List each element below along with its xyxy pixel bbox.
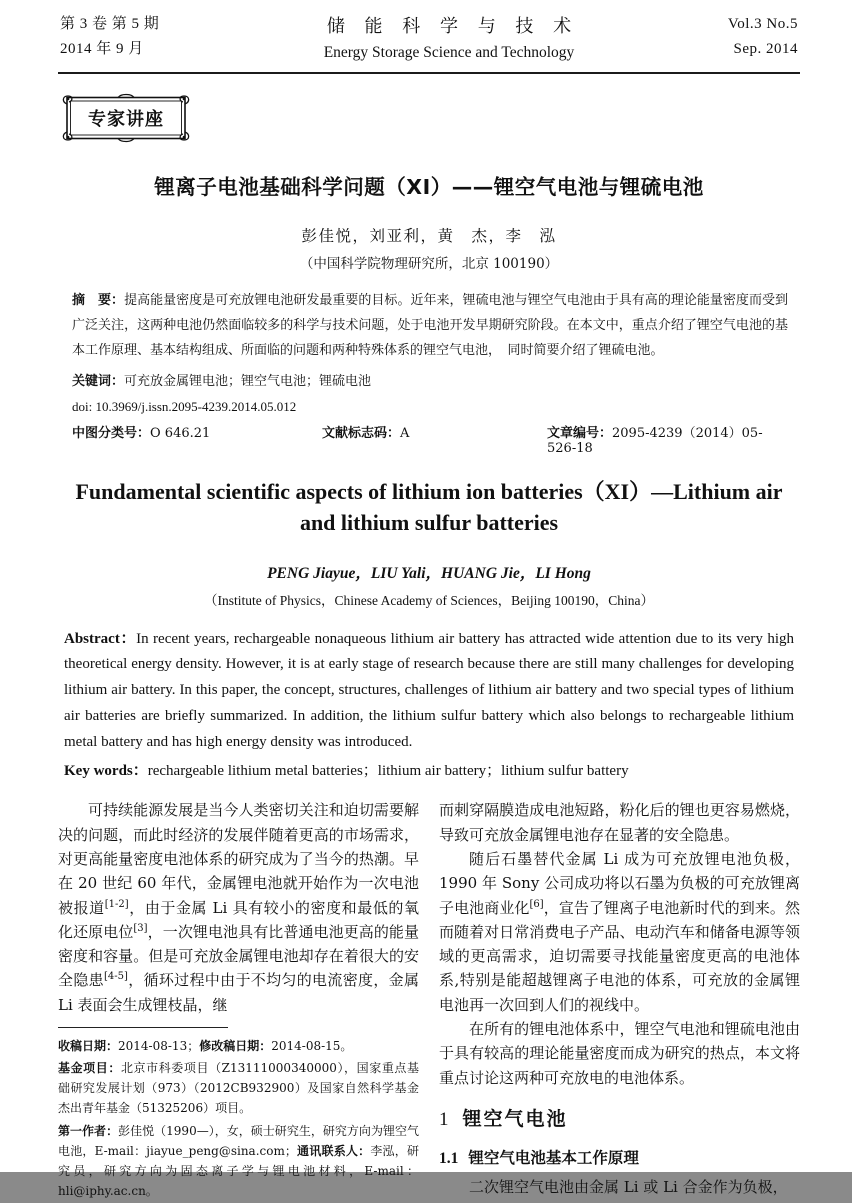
revised-date-label: 修改稿日期：	[199, 1039, 272, 1053]
citation-ref-3: [3]	[133, 922, 148, 934]
page-content	[58, 8, 800, 1199]
body-columns	[58, 798, 800, 1203]
abstract-cn-label: 摘 要：	[72, 292, 125, 308]
corresponding-author-text: 李泓，研究员，研究方向为固态离子学与锂电池材料，E-mail：hli@iphy.ac.cn。	[58, 1143, 419, 1199]
paragraph-graphite-part1: 随后石墨替代金属 Li 成为可充放锂电池负极，1990 年 Sony 公司成功将以石墨为负极的可充放锂离子电池商业化	[439, 849, 800, 917]
section-number-1-1: 1.1	[439, 1149, 459, 1167]
citation-ref-1: [1-2]	[104, 898, 129, 910]
keywords-cn-text: 可充放金属锂电池；锂空气电池；锂硫电池	[124, 373, 372, 389]
running-head	[58, 8, 800, 69]
footnote-divider	[58, 1027, 228, 1028]
volume-issue-cn: 第 3 卷 第 5 期	[60, 16, 160, 32]
running-head-center	[250, 14, 648, 65]
affiliation-cn: （中国科学院物理研究所，北京 100190）	[299, 255, 559, 272]
footnote-author	[58, 1121, 419, 1202]
classification-row	[72, 422, 788, 456]
footnote-dates	[58, 1036, 419, 1056]
journal-title-en: Energy Storage Science and Technology	[323, 44, 575, 62]
paragraph-continued: 而刺穿隔膜造成电池短路，粉化后的锂也更容易燃烧，导致可充放金属锂电池存在显著的安全隐患。	[439, 801, 800, 844]
keywords-cn	[72, 370, 788, 393]
abstract-cn	[72, 288, 788, 364]
abstract-en	[64, 627, 794, 756]
paragraph-graphite	[439, 847, 800, 1017]
expert-lecture-badge	[60, 92, 192, 144]
revised-date-value: 2014-08-15。	[271, 1039, 353, 1053]
fund-text: 北京市科委项目（Z13111000340000），国家重点基础研究发展计划（973）（2012CB932900）及国家自然科学基金杰出青年基金（51325206）项目。	[58, 1061, 419, 1116]
keywords-en	[64, 759, 794, 785]
section-number-1: 1	[439, 1108, 451, 1130]
authors-cn: 彭佳悦，刘亚利，黄 杰，李 泓	[301, 226, 557, 245]
first-author-text: 彭佳悦（1990—），女，硕士研究生，研究方向为锂空气电池，E-mail：jiayue_peng@sina.com；	[58, 1123, 419, 1158]
date-en: Sep. 2014	[733, 40, 798, 57]
section-title-1-1: 锂空气电池基本工作原理	[468, 1148, 639, 1167]
keywords-en-text: rechargeable lithium metal batteries；lithium air battery；lithium sulfur battery	[147, 762, 629, 779]
running-head-left	[60, 14, 250, 61]
corresponding-author-label: 通讯联系人：	[296, 1143, 371, 1158]
abstract-en-text: In recent years, rechargeable nonaqueous lithium air battery has attracted wide attention due to its very high theoretical energy density. However, it is at early stage of research because there are still many challenges for developing lithium air battery. In this paper, the concept, structures, challenges of lithium air battery and two special types of lithium air batteries are briefly summarized. In addition, the lithium sulfur battery which also belongs to rechargeable lithium metal battery and has high energy density was introduced.	[64, 630, 795, 750]
document-code	[322, 422, 547, 456]
paragraph-intro	[58, 798, 419, 1017]
footnote-fund	[58, 1058, 419, 1118]
article-id-label: 文章编号：	[547, 426, 613, 442]
running-head-right	[648, 14, 798, 61]
paragraph-scope: 在所有的锂电池体系中，锂空气电池和锂硫电池由于具有较高的理论能量密度而成为研究的热点，本文将重点讨论这两种可充放电的电池体系。	[439, 1020, 800, 1087]
section-title-1: 锂空气电池	[462, 1107, 568, 1130]
body-column-left	[58, 798, 419, 1203]
paragraph-intro-part3: ，一次锂电池具有比普通电池更高的能量密度和容量。但是可充放金属锂电池却存在着很大的安全隐患	[58, 922, 419, 990]
citation-ref-6: [6]	[529, 898, 544, 910]
citation-ref-4: [4-5]	[103, 971, 128, 983]
header-divider	[58, 72, 800, 74]
footnote-block	[58, 1036, 419, 1201]
first-author-label: 第一作者：	[58, 1123, 119, 1138]
clc-label: 中图分类号：	[72, 426, 151, 442]
keywords-cn-label: 关键词：	[72, 373, 125, 389]
abstract-cn-text: 提高能量密度是可充放锂电池研发最重要的目标。近年来，锂硫电池与锂空气电池由于具有高的理论能量密度而受到广泛关注，这两种电池仍然面临较多的科学与技术问题，处于电池开发早期研究阶段。在本文中，重点介绍了锂空气电池的基本工作原理、基本结构组成、所面临的问题和两种特殊体系的锂空气电池， 同时简要介绍了锂硫电池。	[72, 292, 788, 359]
section-heading-1-1	[439, 1146, 800, 1171]
article-id	[547, 422, 788, 456]
section-heading-1	[439, 1104, 800, 1136]
document-code-value: A	[400, 426, 410, 442]
body-column-right	[439, 798, 800, 1203]
received-date-label: 收稿日期：	[58, 1039, 119, 1053]
paragraph-intro-part2: ，由于金属 Li 具有较小的密度和最低的氧化还原电位	[58, 898, 419, 941]
keywords-en-label: Key words：	[64, 762, 148, 779]
paragraph-intro-part1: 可持续能源发展是当今人类密切关注和迫切需要解决的问题，而此时经济的发展伴随着更高的市场需求，对更高能量密度电池体系的研究成为了当今的热潮。早在 20 世纪 60 年代，金属锂电池就开始作为一次电池被报道	[58, 801, 419, 917]
journal-title-cn: 储 能 科 学 与 技 术	[326, 16, 579, 37]
article-title-cn: 锂离子电池基础科学问题（XI）——锂空气电池与锂硫电池	[154, 174, 704, 199]
abstract-en-label: Abstract：	[64, 630, 137, 647]
fund-label: 基金项目：	[58, 1061, 121, 1076]
affiliation-en: （Institute of Physics，Chinese Academy of Sciences，Beijing 100190，China）	[204, 592, 654, 608]
paragraph-graphite-part2: ，宣告了锂离子电池新时代的到来。然而随着对日常消费电子产品、电动汽车和储备电源等领域的更高需求，迫切需要寻找能量密度更高的电池体系,特别是能超越锂离子电池的体系，可充放的金属锂电池再一次回到人们的视线中。	[439, 898, 800, 1014]
article-title-en: Fundamental scientific aspects of lithium ion batteries（XI）—Lithium air and lithium sulfur batteries	[75, 479, 783, 536]
article-id-value: 2095-4239（2014）05-526-18	[547, 426, 763, 457]
badge-label: 专家讲座	[88, 108, 164, 130]
authors-en: PENG Jiayue，LIU Yali，HUANG Jie，LI Hong	[267, 564, 591, 582]
date-cn: 2014 年 9 月	[60, 40, 144, 57]
clc-value: O 646.21	[150, 426, 211, 442]
volume-issue-en: Vol.3 No.5	[727, 16, 798, 32]
paragraph-intro-part4: ，循环过程中由于不均匀的电流密度，金属 Li 表面会生成锂枝晶，继	[58, 971, 419, 1014]
paragraph-principle: 二次锂空气电池由金属 Li 或 Li 合金作为负极，	[469, 1177, 788, 1196]
document-code-label: 文献标志码：	[322, 426, 401, 442]
clc-number	[72, 422, 322, 456]
doi: doi: 10.3969/j.issn.2095-4239.2014.05.012	[72, 398, 297, 414]
received-date-value: 2014-08-13；	[118, 1039, 200, 1053]
